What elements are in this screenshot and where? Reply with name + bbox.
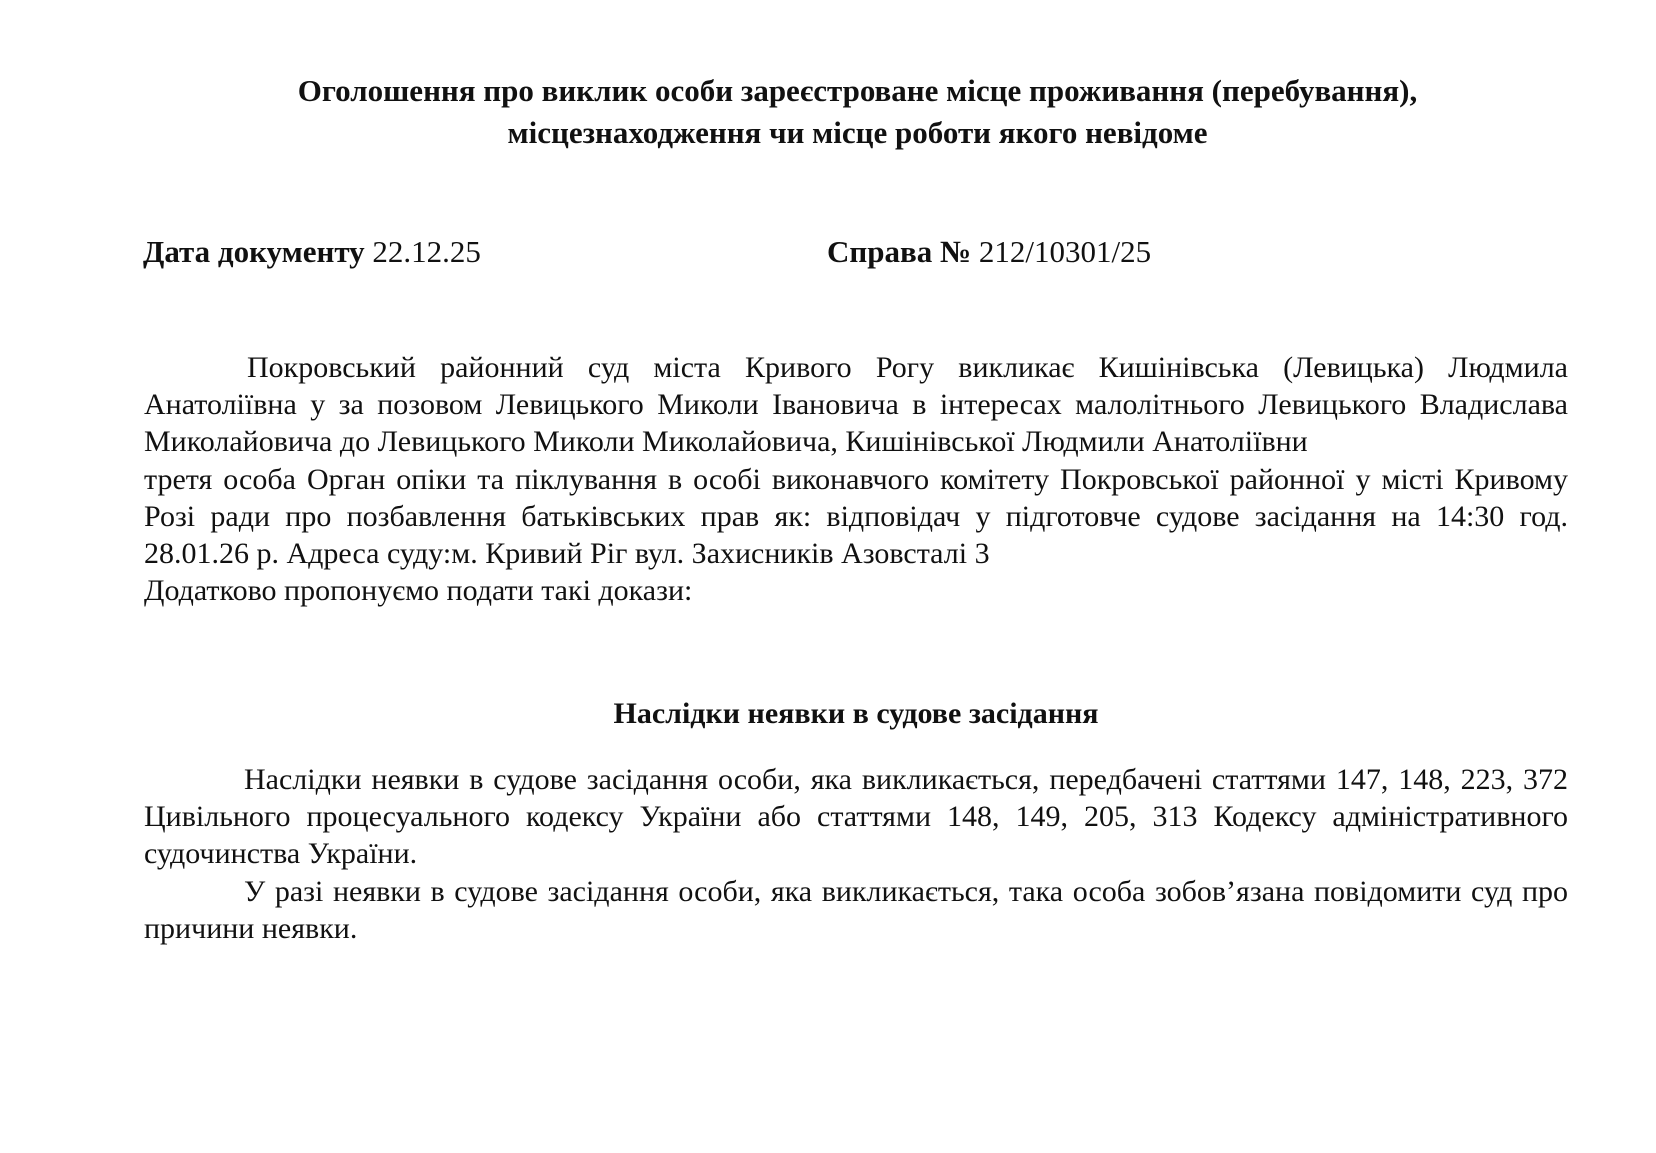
evidence-paragraph: Додатково пропонуємо подати такі докази: [144, 574, 693, 608]
summons-body [144, 349, 1568, 609]
date-label: Дата документу [143, 234, 365, 269]
document-date [143, 232, 481, 272]
title-line-1: Оголошення про виклик особи зареєстроване місце проживання (перебування), [297, 73, 1418, 108]
consequences-body [144, 761, 1568, 947]
consequences-heading: Наслідки неявки в судове засідання [613, 697, 1099, 730]
case-value: 212/10301/25 [978, 234, 1152, 269]
consequences-paragraph-1: Наслідки неявки в судове засідання особи, яка викликається, передбачені статтями 147, 148, 223, 372 Цивільного процесуального кодексу України або статтями 148, 149, 205, 313 Кодексу адміністративного судочинства України. [144, 763, 1568, 871]
title-line-2: місцезнаходження чи місце роботи якого невідоме [507, 115, 1208, 150]
date-value: 22.12.25 [372, 234, 481, 269]
case-label: Справа № [827, 234, 972, 269]
consequences-paragraph-2: У разі неявки в судове засідання особи, яка викликається, така особа зобов’язана повідомити суд про причини неявки. [144, 874, 1568, 945]
third-party-paragraph: третя особа Орган опіки та піклування в особі виконавчого комітету Покровської районної у місті Кривому Розі ради про позбавлення батьківських прав як: відповідач у підготовче судове засідання на 14:30 год. 28.01.26 р. Адреса суду:м. Кривий Ріг вул. Захисників Азовсталі 3 [144, 462, 1568, 571]
case-number [827, 232, 1151, 272]
document-title [145, 70, 1570, 154]
summons-paragraph: Покровський районний суд міста Кривого Рогу викликає Кишінівська (Левицька) Людмила Анатоліївна у за позовом Левицького Миколи Івановича в інтересах малолітнього Левицького Владислава Миколайовича до Левицького Миколи Миколайовича, Кишінівської Людмили Анатоліївни [144, 351, 1568, 459]
